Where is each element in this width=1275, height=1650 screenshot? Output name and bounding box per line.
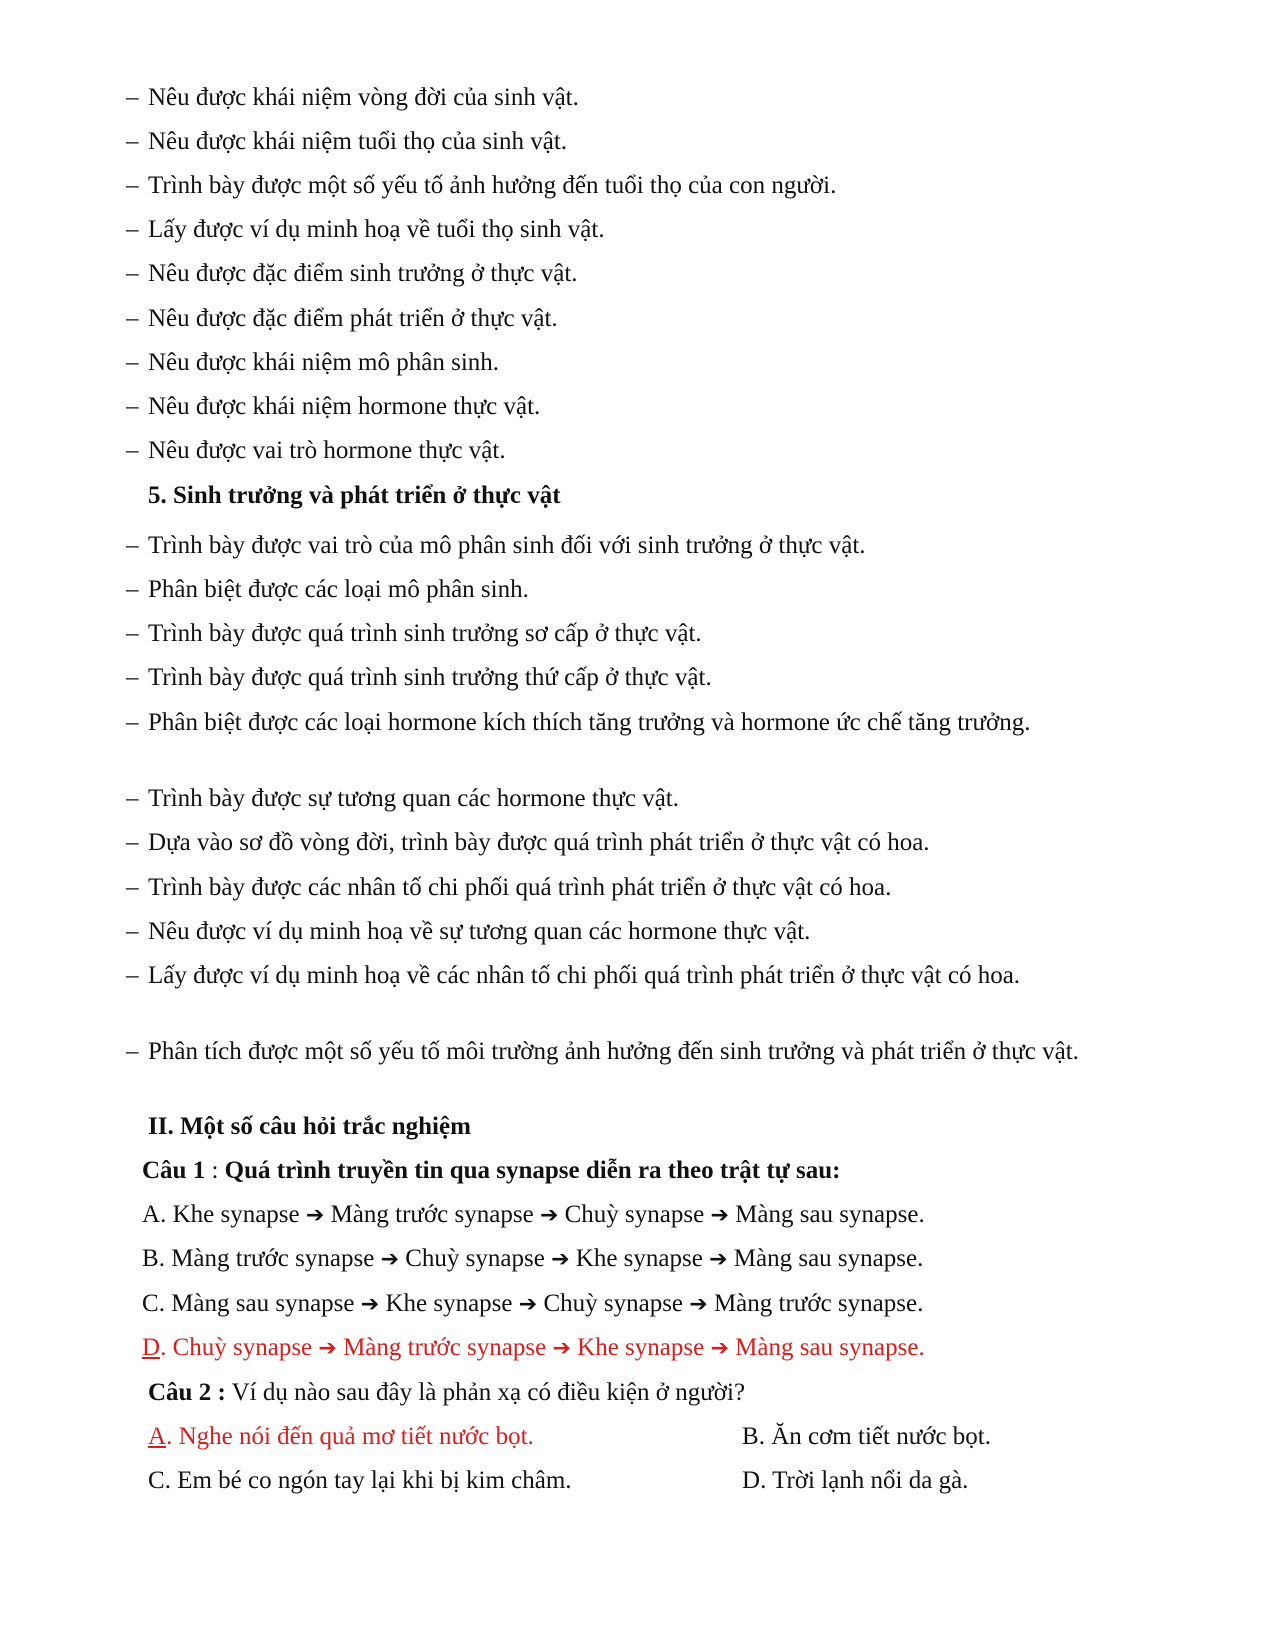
arrow-right-icon: ➔ bbox=[539, 1203, 559, 1228]
list-item: – Nêu được ví dụ minh hoạ về sự tương quan các hormone thực vật. bbox=[126, 918, 811, 945]
question-label: Câu 1 bbox=[142, 1157, 206, 1184]
list-item: – Nêu được khái niệm hormone thực vật. bbox=[126, 393, 541, 420]
list-item: – Nêu được vai trò hormone thực vật. bbox=[126, 437, 506, 464]
list-item: – Trình bày được các nhân tố chi phối quá trình phát triển ở thực vật có hoa. bbox=[126, 874, 892, 901]
list-item: – Trình bày được vai trò của mô phân sinh đối với sinh trưởng ở thực vật. bbox=[126, 532, 866, 559]
arrow-right-icon: ➔ bbox=[380, 1247, 399, 1272]
section-heading: II. Một số câu hỏi trắc nghiệm bbox=[148, 1113, 471, 1140]
list-item: – Trình bày được sự tương quan các hormone thực vật. bbox=[126, 785, 680, 812]
answer-option-a-correct: A. Nghe nói đến quả mơ tiết nước bọt. bbox=[148, 1423, 534, 1450]
list-item: – Nêu được đặc điểm phát triển ở thực vật. bbox=[126, 305, 558, 332]
question-label: Câu 2 : bbox=[148, 1379, 226, 1406]
list-item: – Phân biệt được các loại mô phân sinh. bbox=[126, 576, 529, 603]
list-item: – Nêu được khái niệm tuổi thọ của sinh vật. bbox=[126, 128, 568, 155]
arrow-right-icon: ➔ bbox=[709, 1247, 728, 1272]
list-item: – Phân biệt được các loại hormone kích thích tăng trưởng và hormone ức chế tăng trưởng. bbox=[126, 709, 1031, 736]
arrow-right-icon: ➔ bbox=[710, 1203, 729, 1228]
answer-option-d-correct: D. Chuỳ synapse ➔ Màng trước synapse ➔ Khe synapse ➔ Màng sau synapse. bbox=[142, 1334, 925, 1361]
arrow-right-icon: ➔ bbox=[551, 1247, 570, 1272]
answer-option-c: C. Em bé co ngón tay lại khi bị kim châm. bbox=[148, 1467, 572, 1494]
list-item: – Dựa vào sơ đồ vòng đời, trình bày được quá trình phát triển ở thực vật có hoa. bbox=[126, 829, 930, 856]
answer-option-a: A. Khe synapse ➔ Màng trước synapse ➔ Chuỳ synapse ➔ Màng sau synapse. bbox=[142, 1201, 925, 1228]
section-heading: 5. Sinh trưởng và phát triển ở thực vật bbox=[148, 482, 561, 509]
arrow-right-icon: ➔ bbox=[305, 1203, 325, 1228]
answer-option-b: B. Màng trước synapse ➔ Chuỳ synapse ➔ Khe synapse ➔ Màng sau synapse. bbox=[142, 1245, 924, 1272]
question-text: Quá trình truyền tin qua synapse diễn ra theo trật tự sau: bbox=[224, 1157, 841, 1184]
list-item: – Nêu được khái niệm vòng đời của sinh vật. bbox=[126, 84, 579, 111]
arrow-right-icon: ➔ bbox=[518, 1292, 538, 1317]
question-2 bbox=[148, 1376, 745, 1409]
list-item: – Lấy được ví dụ minh hoạ về các nhân tố chi phối quá trình phát triển ở thực vật có hoa. bbox=[126, 962, 1021, 989]
arrow-right-icon: ➔ bbox=[689, 1292, 708, 1317]
arrow-right-icon: ➔ bbox=[360, 1292, 380, 1317]
list-item: – Trình bày được quá trình sinh trưởng sơ cấp ở thực vật. bbox=[126, 620, 702, 647]
list-item: – Phân tích được một số yếu tố môi trường ảnh hưởng đến sinh trưởng và phát triển ở thực vật. bbox=[126, 1038, 1079, 1065]
answer-option-c: C. Màng sau synapse ➔ Khe synapse ➔ Chuỳ synapse ➔ Màng trước synapse. bbox=[142, 1290, 924, 1317]
list-item: – Nêu được khái niệm mô phân sinh. bbox=[126, 349, 500, 376]
list-item: – Lấy được ví dụ minh hoạ về tuổi thọ sinh vật. bbox=[126, 216, 605, 243]
question-1: Câu 1 : Quá trình truyền tin qua synapse diễn ra theo trật tự sau: bbox=[142, 1157, 841, 1184]
list-item: – Trình bày được quá trình sinh trưởng thứ cấp ở thực vật. bbox=[126, 664, 712, 691]
question-text: Ví dụ nào sau đây là phản xạ có điều kiện ở người? bbox=[225, 1379, 746, 1406]
list-item: – Trình bày được một số yếu tố ảnh hưởng đến tuổi thọ của con người. bbox=[126, 172, 837, 199]
list-item: – Nêu được đặc điểm sinh trưởng ở thực vật. bbox=[126, 260, 578, 287]
arrow-right-icon: ➔ bbox=[552, 1336, 571, 1361]
answer-option-d: D. Trời lạnh nổi da gà. bbox=[742, 1467, 969, 1494]
arrow-right-icon: ➔ bbox=[318, 1336, 337, 1361]
answer-option-b: B. Ăn cơm tiết nước bọt. bbox=[742, 1423, 991, 1450]
arrow-right-icon: ➔ bbox=[710, 1336, 729, 1361]
